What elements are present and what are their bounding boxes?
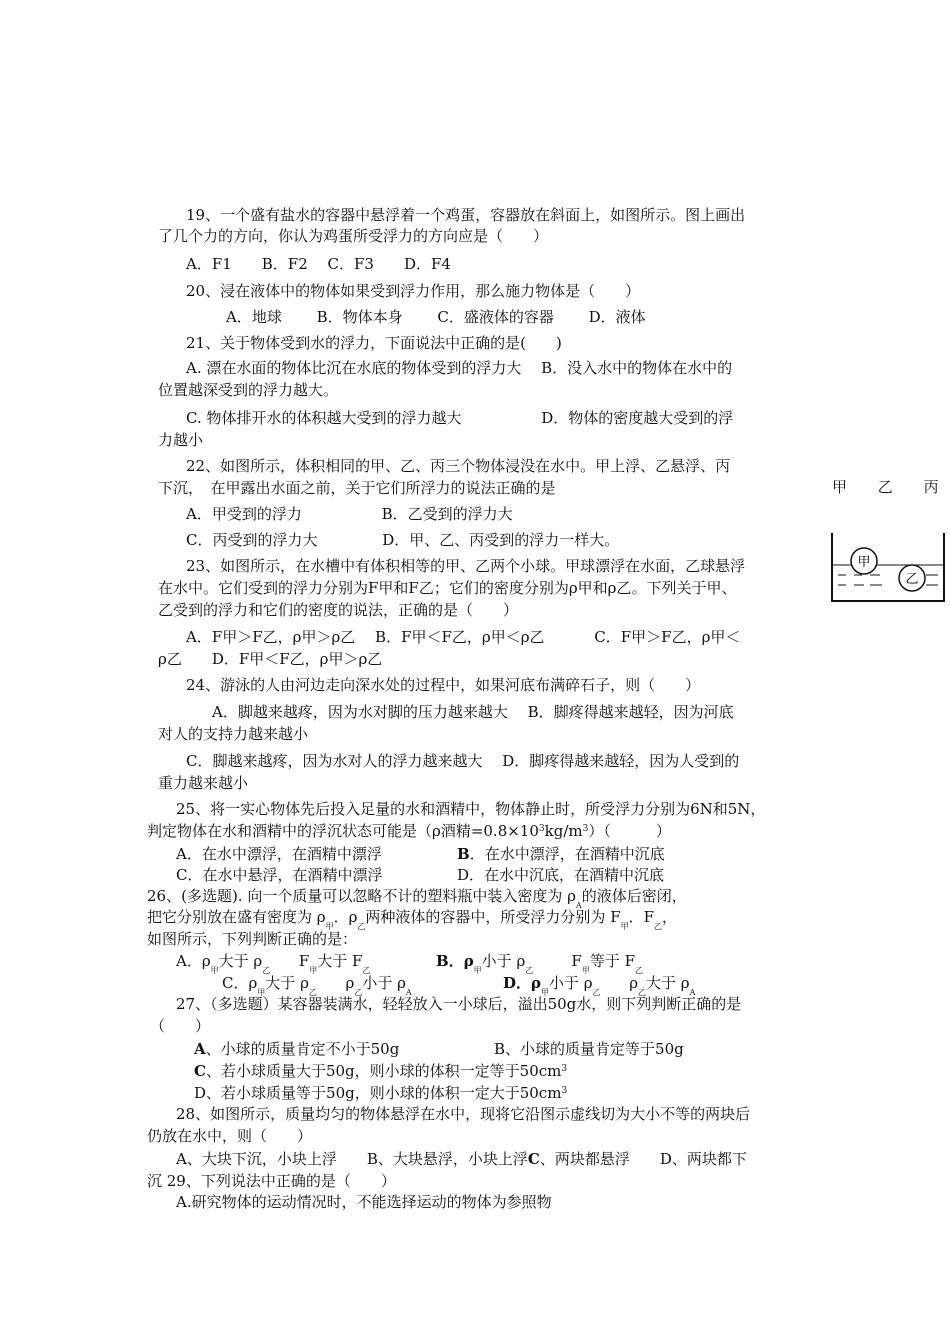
- q26-opt-b-letter: B: [436, 952, 449, 970]
- q26-line2-part3: 两种液体的容器中，所受浮力分别为 F: [365, 908, 621, 926]
- q28-options-1: [176, 1149, 747, 1169]
- q23-line3: 乙受到的浮力和它们的密度的说法，正确的是（ ）: [158, 601, 519, 619]
- q26-opt-c-sub2: 乙: [308, 988, 317, 997]
- q26-opt-d-sub3: 乙: [638, 988, 647, 997]
- q26-line2-part4: ．F: [628, 908, 655, 926]
- q24-option-c: C．脚越来越疼，因为水对人的浮力越来越大 D．脚疼得越来越轻，因为人受到的: [186, 752, 740, 770]
- q27-option-d: [194, 1083, 567, 1106]
- q26-opt-c-4: 小于 ρ: [362, 974, 406, 992]
- q27-option-c: [194, 1061, 567, 1084]
- q26-line1-part1: 26、(多选题). 向一个质量可以忽略不计的塑料瓶中装入密度为 ρ: [147, 887, 576, 905]
- q26-option-c: [222, 973, 412, 996]
- q28-opt-c-letter: C: [527, 1150, 540, 1168]
- q21-line1: 21、关于物体受到水的浮力，下面说法中正确的是( ): [186, 334, 562, 352]
- q27-option-b: B、小球的质量肯定等于50g: [494, 1040, 684, 1058]
- q23-options-2: ρ乙 D．F甲＜F乙，ρ甲＞ρ乙: [158, 650, 383, 668]
- q26-option-a: [176, 951, 370, 974]
- q26-opt-a-3: F: [298, 952, 310, 970]
- q26-opt-c-3: ρ: [345, 974, 355, 992]
- q25-line2: [147, 821, 671, 844]
- q26-option-d: [503, 973, 695, 996]
- q26-opt-d-sub1: 甲: [541, 988, 549, 997]
- q26-opt-b-sub4: 乙: [635, 966, 644, 975]
- q25-option-b: [457, 844, 665, 864]
- q19-options: A．F1 B．F2 C．F3 D．F4: [186, 255, 451, 273]
- q26-opt-d-3: 小于 ρ: [549, 974, 593, 992]
- ball-jia-label: 甲: [857, 555, 871, 570]
- q26-opt-a-2: 大于 ρ: [218, 952, 263, 970]
- q27-opt-a-text: 、小球的质量肯定不小于50g: [205, 1040, 400, 1058]
- q24-line1: 24、游泳的人由河边走向深水处的过程中，如果河底布满碎石子，则（ ）: [186, 676, 701, 694]
- q21-option-a-cont: 位置越深受到的浮力越大。: [158, 381, 339, 399]
- q26-opt-b-sub2: 乙: [525, 966, 534, 975]
- q27-line2: （ ）: [150, 1017, 211, 1035]
- q26-opt-b-4: F: [571, 952, 582, 970]
- q19-line2: 了几个力的方向，你认为鸡蛋所受浮力的方向应是（ ）: [158, 227, 549, 245]
- q25-sup2: 3: [582, 824, 589, 834]
- q28-opt-cd: 、两块都悬浮 D、两块都下: [539, 1150, 747, 1168]
- q26-opt-d-sub4: A: [689, 988, 696, 997]
- q28-options-2: 沉 29、下列说法中正确的是（ ）: [147, 1172, 396, 1190]
- q22-line2: 下沉， 在甲露出水面之前，关于它们所浮力的说法正确的是: [158, 479, 556, 497]
- q22-options-ab: A．甲受到的浮力 B．乙受到的浮力大: [186, 505, 513, 523]
- q26-opt-c-1: C．ρ: [222, 974, 258, 992]
- q26-sub-jia-2: 甲: [620, 922, 629, 931]
- q28-opt-ab: A、大块下沉，小块上浮 B、大块悬浮，小块上浮: [176, 1150, 528, 1168]
- q26-line2-part2: ．ρ: [333, 908, 358, 926]
- q27-opt-d-text: D、若小球质量等于50g，则小球的体积一定大于50cm: [194, 1084, 562, 1102]
- q27-line1: 27、（多选题）某容器装满水，轻轻放入一小球后，溢出50g水，则下列判断正确的是: [176, 995, 742, 1013]
- q28-line1: 28、如图所示，质量均匀的物体悬浮在水中，现将它沿图示虚线切为大小不等的两块后: [176, 1105, 751, 1123]
- q26-opt-c-sub1: 甲: [257, 988, 266, 997]
- q27-opt-d-sup: 3: [561, 1086, 568, 1096]
- q27-opt-c-sup: 3: [561, 1064, 568, 1074]
- q26-sub-a: A: [575, 901, 582, 910]
- q29-option-a: A.研究物体的运动情况时，不能选择运动的物体为参照物: [176, 1193, 552, 1211]
- q26-line1: [147, 886, 687, 909]
- q25-line2-part3: ）（ ）: [588, 822, 671, 840]
- q23-line1: 23、如图所示，在水槽中有体积相等的甲、乙两个小球。甲球漂浮在水面，乙球悬浮: [186, 557, 746, 575]
- q26-opt-d-4: ρ: [629, 974, 639, 992]
- q25-option-c: C．在水中悬浮，在酒精中漂浮: [176, 866, 383, 884]
- q26-opt-b-2: ．ρ: [448, 952, 474, 970]
- q21-option-a: A. 漂在水面的物体比沉在水底的物体受到的浮力大 B．没入水中的物体在水中的: [186, 359, 733, 377]
- figure-label-bing: 丙: [923, 478, 939, 496]
- q22-figure-labels: [832, 477, 950, 497]
- water-tank-figure: [830, 531, 946, 603]
- q23-options-1: A．F甲＞F乙，ρ甲＞ρ乙 B．F甲＜F乙，ρ甲＜ρ乙 C．F甲＞F乙，ρ甲＜: [186, 628, 741, 646]
- q25-line2-part2: kg/m: [544, 822, 583, 840]
- q25-line2-part1: 判定物体在水和酒精中的浮沉状态可能是（ρ酒精=0.8×10: [147, 822, 539, 840]
- q26-sub-yi-2: 乙: [654, 922, 663, 931]
- q21-option-c-cont: 力越小: [158, 431, 204, 449]
- q26-opt-a-sub1: 甲: [210, 966, 219, 975]
- q26-line3: 如图所示，下列判断正确的是：: [147, 930, 358, 948]
- q26-opt-c-sub4: A: [405, 988, 412, 997]
- figure-label-yi: 乙: [877, 478, 893, 496]
- q24-option-a: A．脚越来越疼，因为水对脚的压力越来越大 B．脚疼得越来越轻，因为河底: [212, 703, 734, 721]
- q27-option-a: [194, 1039, 399, 1059]
- q26-sub-yi: 乙: [357, 922, 366, 931]
- q26-opt-a-sub4: 乙: [362, 966, 371, 975]
- q26-opt-c-sub3: 乙: [354, 988, 363, 997]
- q25-option-a: A．在水中漂浮，在酒精中漂浮: [176, 845, 382, 863]
- q22-options-cd: C．丙受到的浮力大 D．甲、乙、丙受到的浮力一样大。: [186, 531, 620, 549]
- q22-line1: 22、如图所示，体积相同的甲、乙、丙三个物体浸没在水中。甲上浮、乙悬浮、丙: [186, 457, 731, 475]
- q26-line1-part2: 的液体后密闭，: [581, 887, 687, 905]
- q26-opt-b-3: 小于 ρ: [481, 952, 526, 970]
- q25-option-b-letter: B: [457, 845, 470, 863]
- q26-opt-d-letter: D: [503, 974, 517, 992]
- figure-label-jia: 甲: [832, 478, 848, 496]
- q26-opt-d-5: 大于 ρ: [646, 974, 690, 992]
- q26-line2: [147, 907, 677, 930]
- q20-line1: 20、浸在液体中的物体如果受到浮力作用，那么施力物体是（ ）: [186, 282, 641, 300]
- q25-line1: 25、将一实心物体先后投入足量的水和酒精中，物体静止时，所受浮力分别为6N和5N，: [176, 800, 766, 818]
- q26-opt-a-4: 大于 F: [317, 952, 363, 970]
- q26-opt-b-sub3: 甲: [581, 966, 590, 975]
- q26-line2-part5: ，: [662, 908, 678, 926]
- q26-sub-jia: 甲: [325, 922, 334, 931]
- q20-options: A．地球 B．物体本身 C．盛液体的容器 D．液体: [226, 308, 646, 326]
- q28-line2: 仍放在水中，则（ ）: [147, 1127, 313, 1145]
- q21-option-c: C. 物体排开水的体积越大受到的浮力越大 D．物体的密度越大受到的浮: [186, 409, 734, 427]
- q24-option-a-cont: 对人的支持力越来越小: [158, 725, 309, 743]
- q19-line1: 19、一个盛有盐水的容器中悬浮着一个鸡蛋，容器放在斜面上，如图所示。图上画出: [186, 206, 746, 224]
- q26-opt-d-2: ．ρ: [516, 974, 541, 992]
- q27-opt-c-text: 、若小球质量大于50g，则小球的体积一定等于50cm: [205, 1062, 562, 1080]
- q26-opt-a-sub2: 乙: [262, 966, 271, 975]
- q26-opt-a-1: A．ρ: [176, 952, 211, 970]
- q27-opt-a-letter: A: [194, 1040, 206, 1058]
- q26-line2-part1: 把它分别放在盛有密度为 ρ: [147, 908, 326, 926]
- q27-opt-c-letter: C: [194, 1062, 206, 1080]
- q26-opt-b-sub1: 甲: [473, 966, 482, 975]
- q26-opt-d-sub2: 乙: [592, 988, 601, 997]
- q25-sup1: 3: [538, 824, 545, 834]
- q24-option-c-cont: 重力越来越小: [158, 774, 249, 792]
- q26-option-b: [436, 951, 643, 974]
- q26-opt-a-sub3: 甲: [309, 966, 318, 975]
- ball-yi-label: 乙: [905, 572, 919, 587]
- q26-opt-c-2: 大于 ρ: [265, 974, 309, 992]
- q25-option-b-text: ．在水中漂浮，在酒精中沉底: [469, 845, 665, 863]
- q25-option-d: D．在水中沉底，在酒精中沉底: [457, 866, 665, 884]
- q23-line2: 在水中。它们受到的浮力分别为F甲和F乙；它们的密度分别为ρ甲和ρ乙。下列关于甲、: [158, 579, 737, 597]
- q26-opt-b-5: 等于 F: [589, 952, 636, 970]
